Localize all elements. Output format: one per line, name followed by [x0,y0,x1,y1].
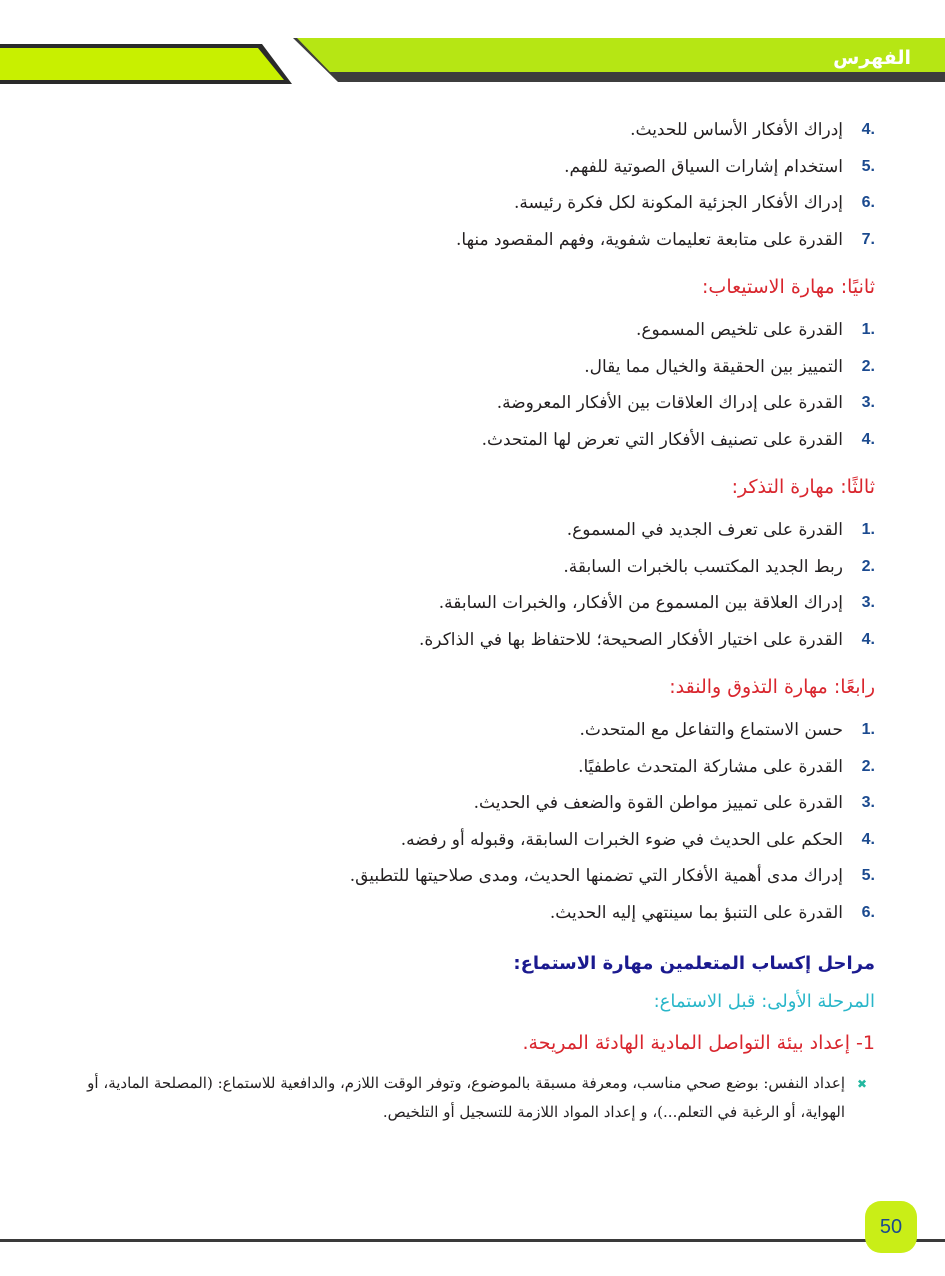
header-title: الفهرس [833,47,911,69]
bullet-icon: ✖ [856,1077,867,1091]
item-number: .3 [861,794,875,811]
item-text: القدرة على تلخيص المسموع. [635,320,843,340]
item-text: إدراك الأفكار الجزئية المكونة لكل فكرة رئيسة. [514,193,843,213]
remembering-list [55,512,875,658]
list-item [55,585,875,622]
item-number: .1 [861,721,875,738]
list-item [55,222,875,259]
comprehension-heading: ثانيًا: مهارة الاستيعاب: [702,276,875,298]
list-item [55,785,875,822]
page-number-badge: 50 [865,1201,917,1253]
comprehension-list [55,312,875,458]
list-item [55,858,875,895]
remembering-heading: ثالثًا: مهارة التذكر: [731,476,875,498]
listening-continued-list [55,112,875,258]
item-text: حسن الاستماع والتفاعل مع المتحدث. [579,720,843,740]
appreciation-heading: رابعًا: مهارة التذوق والنقد: [669,676,875,698]
item-number: .6 [861,194,875,211]
list-item [55,549,875,586]
item-text: القدرة على متابعة تعليمات شفوية، وفهم المقصود منها. [456,229,843,250]
item-number: .2 [861,557,875,575]
item-number: .7 [861,230,875,248]
item-text: القدرة على التنبؤ بما سينتهي إليه الحديث. [549,902,843,923]
item-text: استخدام إشارات السياق الصوتية للفهم. [564,156,843,177]
item-number: .4 [861,630,875,648]
list-item [55,422,875,459]
item-text: القدرة على تصنيف الأفكار التي تعرض لها المتحدث. [481,429,843,450]
item-text: القدرة على تمييز مواطن القوة والضعف في الحديث. [473,793,843,813]
item-number: .4 [861,830,875,848]
item-text: القدرة على مشاركة المتحدث عاطفيًا. [578,756,843,777]
list-item [55,512,875,549]
list-item [55,312,875,349]
item-text: القدرة على تعرف الجديد في المسموع. [566,520,843,540]
list-item [55,149,875,186]
item-text: التمييز بين الحقيقة والخيال مما يقال. [584,356,843,377]
item-number: .6 [861,903,875,921]
item-number: .2 [861,757,875,775]
item-number: .3 [861,594,875,611]
preparation-paragraph [55,1069,875,1127]
item-number: .5 [861,157,875,175]
preparation-heading: 1- إعداد بيئة التواصل المادية الهادئة المريحة. [522,1032,875,1054]
stages-heading: مراحل إكساب المتعلمين مهارة الاستماع: [513,953,875,974]
footer-divider [0,1239,945,1242]
page-content [55,112,875,1127]
item-number: .4 [861,121,875,138]
stage1-heading: المرحلة الأولى: قبل الاستماع: [653,991,875,1012]
list-item [55,385,875,422]
paragraph-text: إعداد النفس: بوضع صحي مناسب، ومعرفة مسبقة بالموضوع، وتوفر الوقت اللازم، والدافعية للاستماع: (المصلحة المادية، أو الهواية، أو الرغبة في التعلم...)، و إعداد المواد اللازمة للتسجيل أو التلخيص. [87,1074,845,1121]
item-number: .1 [861,521,875,538]
list-item [55,112,875,149]
item-text: إدراك العلاقة بين المسموع من الأفكار، والخبرات السابقة. [438,593,843,613]
list-item [55,185,875,222]
item-number: .4 [861,430,875,448]
header-banner [0,0,945,90]
item-number: .3 [861,394,875,411]
appreciation-list [55,712,875,931]
list-item [55,349,875,386]
item-number: .2 [861,357,875,375]
list-item [55,895,875,932]
list-item [55,622,875,659]
item-text: الحكم على الحديث في ضوء الخبرات السابقة، وقبوله أو رفضه. [400,829,843,850]
item-number: .1 [861,321,875,338]
item-number: .5 [861,867,875,884]
item-text: إدراك مدى أهمية الأفكار التي تضمنها الحديث، ومدى صلاحيتها للتطبيق. [349,866,843,886]
item-text: القدرة على إدراك العلاقات بين الأفكار المعروضة. [496,393,843,413]
list-item [55,712,875,749]
list-item [55,749,875,786]
left-tab-fill [0,48,284,80]
item-text: إدراك الأفكار الأساس للحديث. [630,120,843,140]
item-text: ربط الجديد المكتسب بالخبرات السابقة. [563,556,843,577]
item-text: القدرة على اختيار الأفكار الصحيحة؛ للاحتفاظ بها في الذاكرة. [419,629,843,650]
list-item [55,822,875,859]
